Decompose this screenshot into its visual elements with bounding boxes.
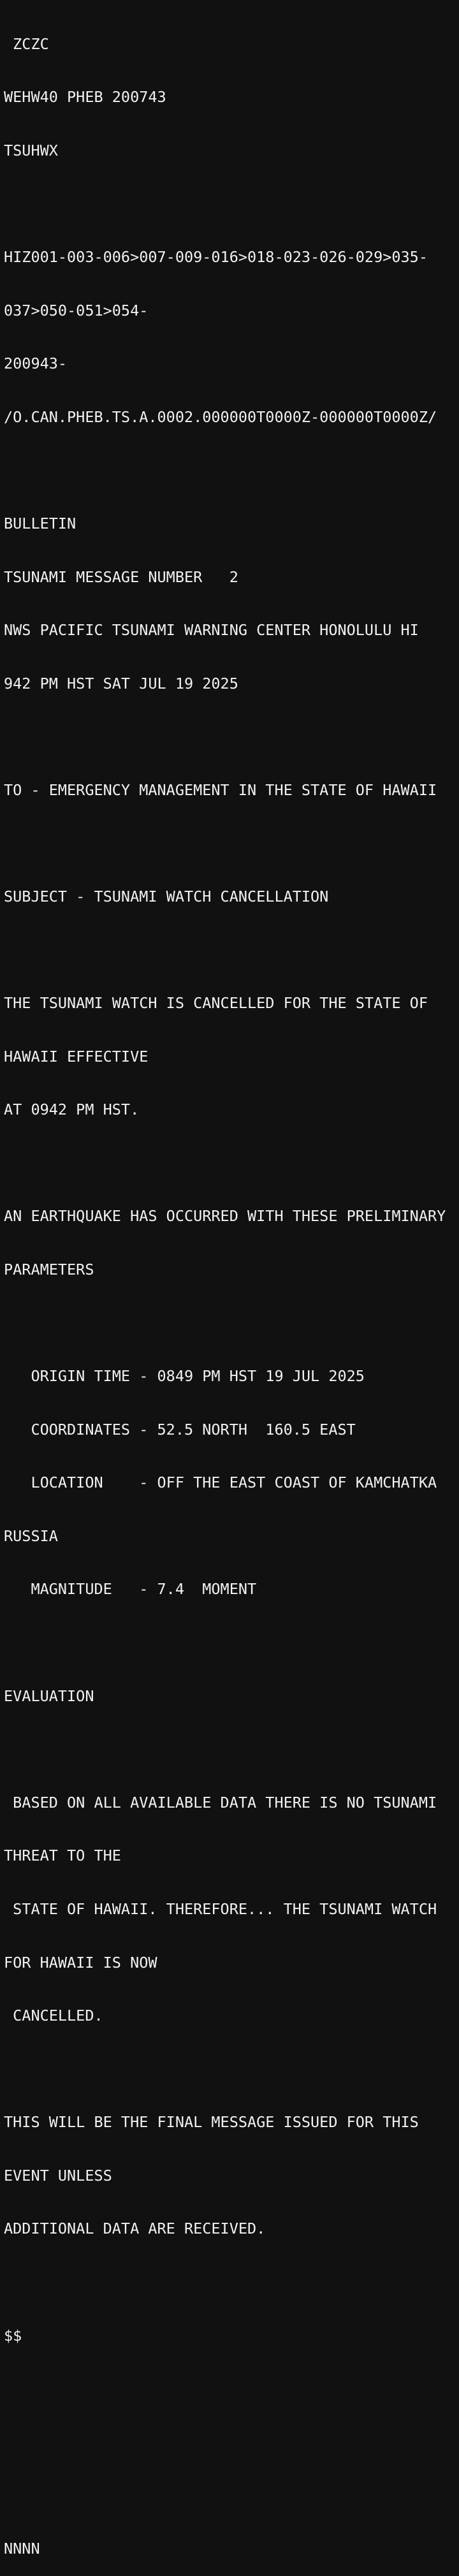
bulletin-line: 037>050-051>054- (4, 301, 149, 319)
bulletin-line (4, 2380, 458, 2398)
bulletin-line: NWS PACIFIC TSUNAMI WARNING CENTER HONOLULU HI (4, 621, 419, 640)
bulletin-text-block (4, 0, 458, 2576)
bulletin-line (4, 2434, 458, 2452)
bulletin-line (4, 1741, 458, 1759)
bulletin-line: THIS WILL BE THE FINAL MESSAGE ISSUED FOR THIS (4, 2113, 419, 2132)
bulletin-line (4, 1315, 458, 1333)
bulletin-line: MAGNITUDE - 7.4 MOMENT (4, 1580, 257, 1599)
bulletin-line: CANCELLED. (4, 2007, 103, 2025)
bulletin-line: FOR HAWAII IS NOW (4, 1953, 157, 1972)
bulletin-line (4, 2061, 458, 2079)
bulletin-line (4, 195, 458, 213)
bulletin-line (4, 1634, 458, 1652)
bulletin-line: HAWAII EFFECTIVE (4, 1047, 149, 1065)
bulletin-line: THREAT TO THE (4, 1847, 121, 1865)
bulletin-line (4, 728, 458, 746)
bulletin-line: EVALUATION (4, 1687, 94, 1705)
bulletin-line (4, 942, 458, 960)
bulletin-line: BULLETIN (4, 514, 76, 532)
bulletin-line: PARAMETERS (4, 1261, 94, 1279)
bulletin-line: STATE OF HAWAII. THEREFORE... THE TSUNAMI WATCH (4, 1899, 437, 1918)
bulletin-line: WEHW40 PHEB 200743 (4, 88, 166, 106)
bulletin-line: 200943- (4, 355, 68, 373)
bulletin-line (4, 835, 458, 853)
bulletin-line: COORDINATES - 52.5 NORTH 160.5 EAST (4, 1420, 356, 1438)
bulletin-line: TO - EMERGENCY MANAGEMENT IN THE STATE OF HAWAII (4, 780, 437, 799)
bulletin-line: $$ (4, 2326, 22, 2345)
bulletin-line (4, 2487, 458, 2505)
bulletin-line: NNNN (4, 2539, 40, 2558)
bulletin-line: RUSSIA (4, 1526, 58, 1545)
bulletin-line: ADDITIONAL DATA ARE RECEIVED. (4, 2220, 266, 2238)
bulletin-line (4, 462, 458, 479)
bulletin-line: LOCATION - OFF THE EAST COAST OF KAMCHATKA (4, 1474, 437, 1492)
bulletin-line: 942 PM HST SAT JUL 19 2025 (4, 674, 238, 692)
bulletin-line: /O.CAN.PHEB.TS.A.0002.000000T0000Z-000000T0000Z/ (4, 407, 437, 426)
bulletin-line: EVENT UNLESS (4, 2166, 112, 2184)
bulletin-line: ZCZC (4, 34, 49, 53)
bulletin-line (4, 2274, 458, 2292)
bulletin-line: AT 0942 PM HST. (4, 1101, 140, 1119)
bulletin-line: TSUHWX (4, 141, 58, 159)
bulletin-line: THE TSUNAMI WATCH IS CANCELLED FOR THE STATE OF (4, 994, 428, 1013)
bulletin-line: AN EARTHQUAKE HAS OCCURRED WITH THESE PRELIMINARY (4, 1207, 446, 1226)
bulletin-line (4, 1155, 458, 1173)
bulletin-line: ORIGIN TIME - 0849 PM HST 19 JUL 2025 (4, 1367, 365, 1386)
bulletin-line: HIZ001-003-006>007-009-016>018-023-026-029>035- (4, 248, 428, 267)
bulletin-line: SUBJECT - TSUNAMI WATCH CANCELLATION (4, 887, 329, 905)
bulletin-line: BASED ON ALL AVAILABLE DATA THERE IS NO TSUNAMI (4, 1793, 437, 1811)
bulletin-line: TSUNAMI MESSAGE NUMBER 2 (4, 567, 238, 586)
